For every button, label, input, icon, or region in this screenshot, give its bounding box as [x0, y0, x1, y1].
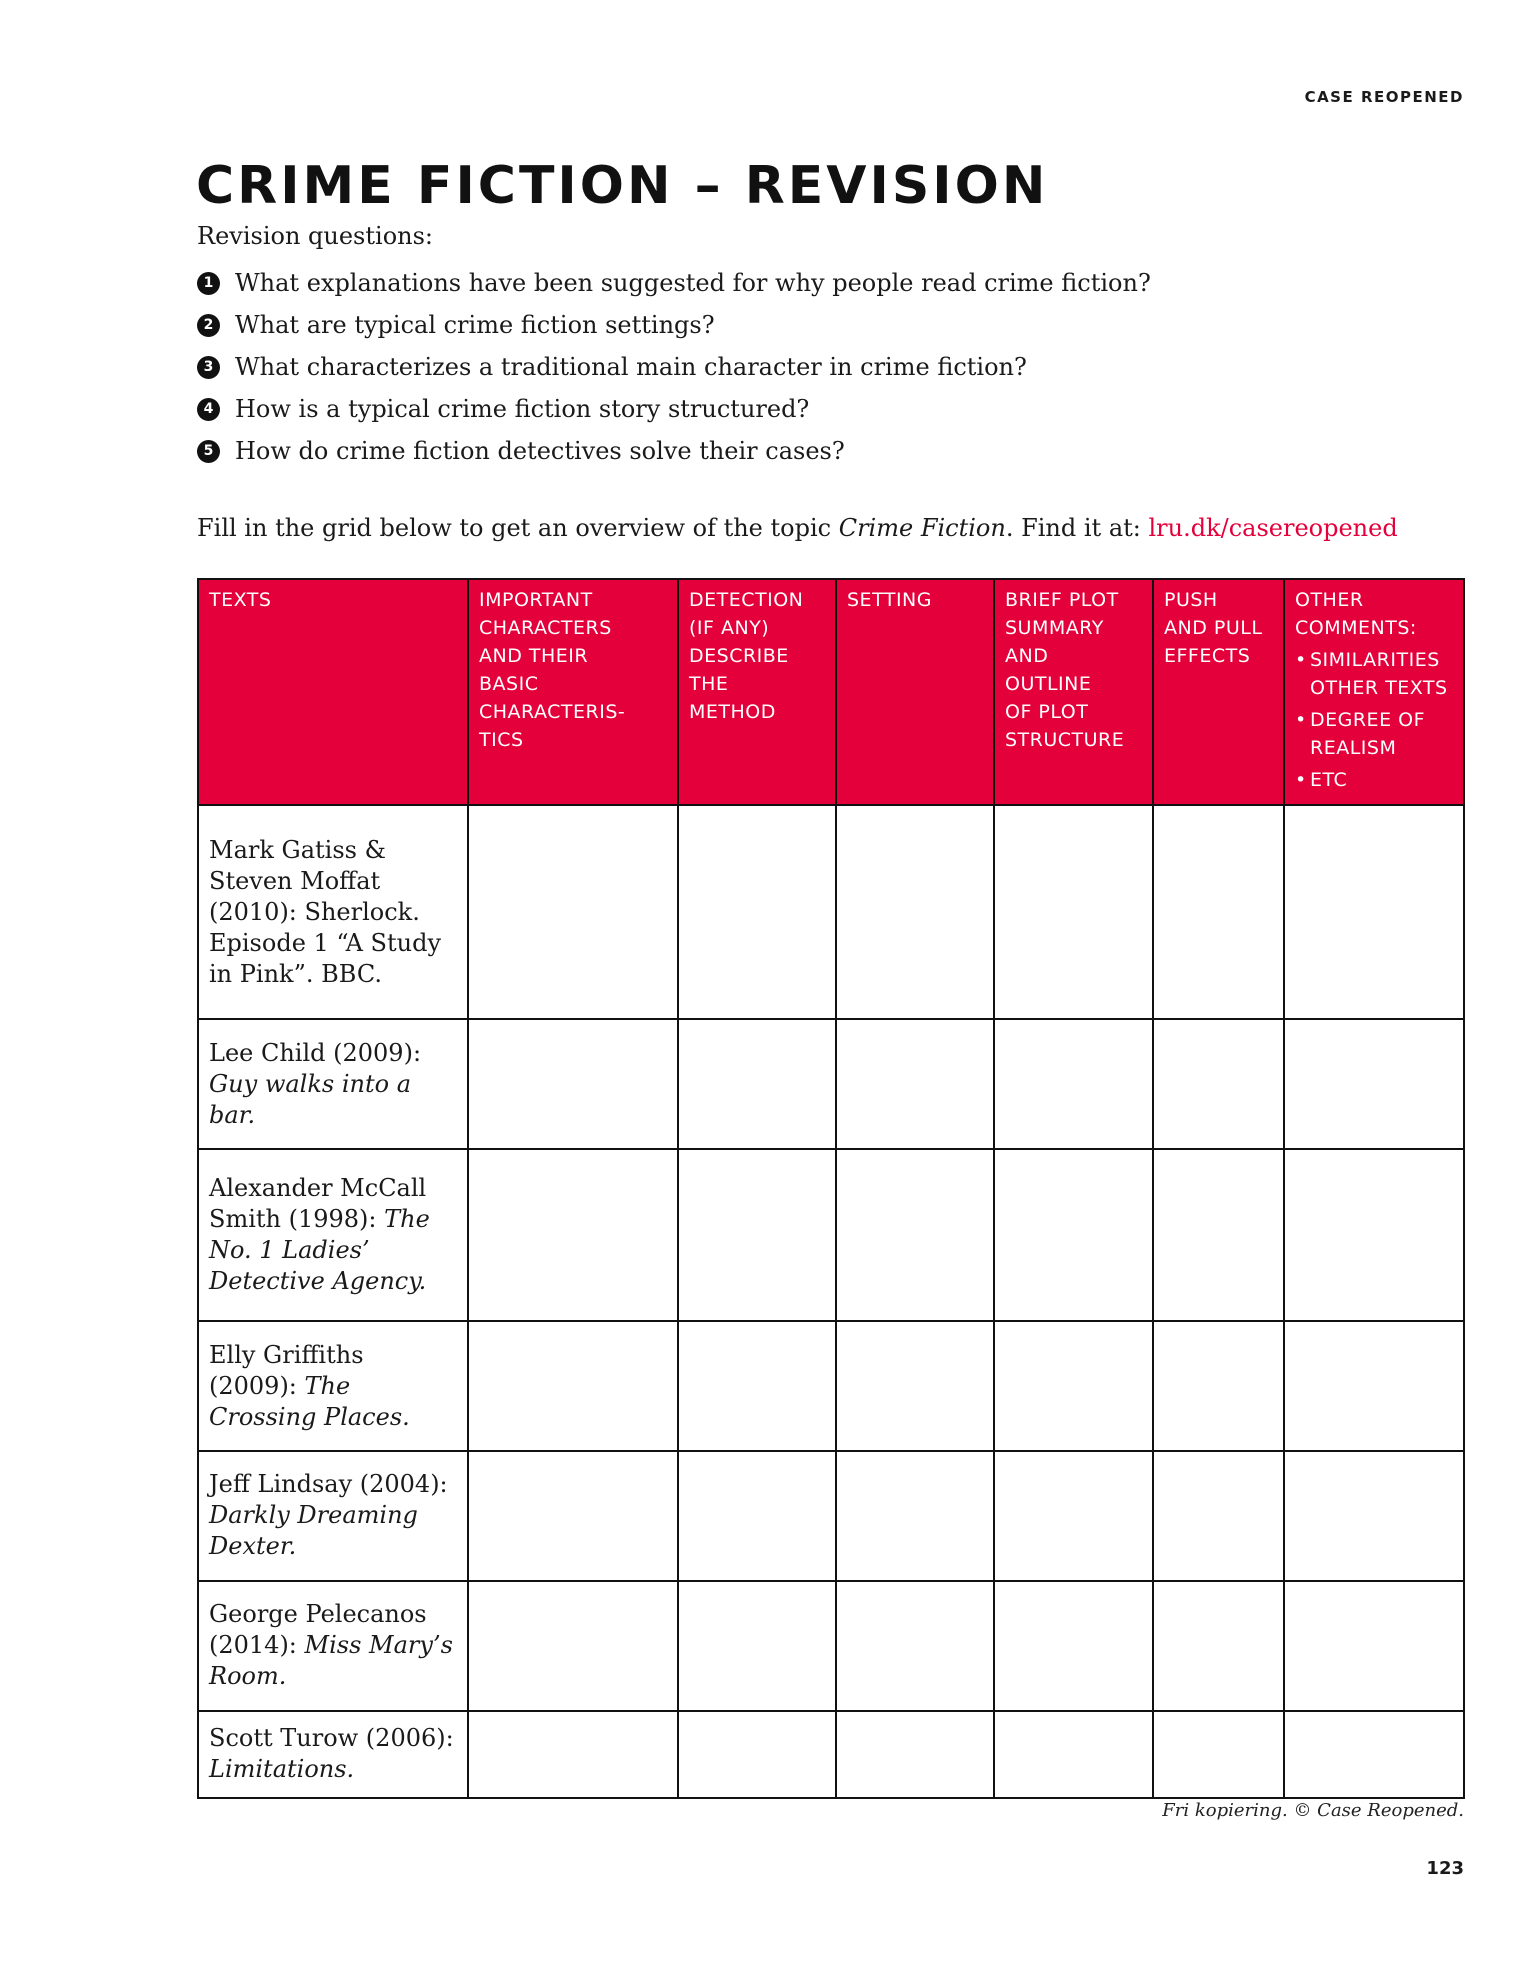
text-reference: Scott Turow (2006):	[209, 1724, 454, 1753]
answer-cell-setting[interactable]	[836, 1019, 994, 1149]
grid-header-row	[198, 579, 1464, 805]
text-reference: Elly Griffiths (2009):	[209, 1340, 364, 1400]
answer-cell-push-pull[interactable]	[1153, 1019, 1284, 1149]
text-reference: Alexander McCall Smith (1998):	[209, 1174, 427, 1234]
number-badge-icon: 1	[197, 272, 220, 295]
column-header-line: PUSH	[1164, 589, 1218, 611]
answer-cell-detection[interactable]	[678, 1019, 836, 1149]
instruction-prefix: Fill in the grid below to get an overview of the topic	[197, 514, 839, 542]
answer-cell-setting[interactable]	[836, 805, 994, 1019]
instruction-middle: . Find it at:	[1005, 514, 1149, 542]
answer-cell-plot[interactable]	[994, 1711, 1153, 1798]
number-badge-icon: 2	[197, 314, 220, 337]
column-header-push-pull	[1153, 579, 1284, 805]
table-row	[198, 1321, 1464, 1451]
question-item	[197, 346, 1151, 388]
text-title: Darkly Dreaming Dexter.	[209, 1501, 418, 1561]
page-title: CRIME FICTION – REVISION	[196, 156, 1049, 216]
revision-grid	[197, 578, 1465, 1799]
column-header-line: (IF ANY)	[689, 617, 770, 639]
answer-cell-detection[interactable]	[678, 1581, 836, 1711]
instruction-text	[197, 514, 1398, 542]
question-text: How is a typical crime fiction story structured?	[235, 395, 810, 423]
table-row	[198, 1451, 1464, 1581]
column-header-line: DETECTION	[689, 589, 804, 611]
text-title: The Crossing Places.	[209, 1371, 410, 1431]
answer-cell-plot[interactable]	[994, 1149, 1153, 1321]
page-number: 123	[1426, 1858, 1464, 1879]
answer-cell-detection[interactable]	[678, 1711, 836, 1798]
column-header-line: SETTING	[847, 589, 932, 611]
table-row	[198, 1019, 1464, 1149]
answer-cell-push-pull[interactable]	[1153, 1451, 1284, 1581]
answer-cell-push-pull[interactable]	[1153, 1321, 1284, 1451]
answer-cell-characters[interactable]	[468, 1019, 678, 1149]
column-header-line: AND THEIR	[479, 645, 589, 667]
question-text: What are typical crime fiction settings?	[235, 311, 715, 339]
answer-cell-other-comments[interactable]	[1284, 805, 1464, 1019]
text-title: Limitations.	[209, 1755, 355, 1784]
question-text: What explanations have been suggested for why people read crime fiction?	[235, 269, 1151, 297]
running-head: CASE REOPENED	[1304, 88, 1464, 106]
answer-cell-detection[interactable]	[678, 1149, 836, 1321]
answer-cell-push-pull[interactable]	[1153, 805, 1284, 1019]
number-badge-icon: 4	[197, 398, 220, 421]
column-header-line: AND PULL	[1164, 617, 1263, 639]
text-reference-cell	[198, 1451, 468, 1581]
column-header-line: THE	[689, 673, 729, 695]
column-header-line: DESCRIBE	[689, 645, 789, 667]
text-reference: Jeff Lindsay (2004):	[209, 1470, 448, 1499]
column-header-line: AND	[1005, 645, 1049, 667]
answer-cell-detection[interactable]	[678, 805, 836, 1019]
question-item	[197, 430, 1151, 472]
answer-cell-characters[interactable]	[468, 1581, 678, 1711]
column-header-line: IMPORTANT	[479, 589, 593, 611]
column-header-line: BRIEF PLOT	[1005, 589, 1119, 611]
text-reference: Lee Child (2009):	[209, 1038, 422, 1067]
column-header-line: COMMENTS:	[1295, 617, 1417, 639]
column-header-line: STRUCTURE	[1005, 729, 1125, 751]
column-header-line: TEXTS	[209, 589, 272, 611]
revision-questions	[197, 262, 1151, 472]
answer-cell-characters[interactable]	[468, 1451, 678, 1581]
number-badge-icon: 5	[197, 440, 220, 463]
text-title: Guy walks into a bar.	[209, 1069, 411, 1129]
grid-body	[198, 805, 1464, 1798]
column-header-other-comments	[1284, 579, 1464, 805]
answer-cell-setting[interactable]	[836, 1149, 994, 1321]
column-header-texts	[198, 579, 468, 805]
answer-cell-other-comments[interactable]	[1284, 1019, 1464, 1149]
table-row	[198, 1149, 1464, 1321]
question-text: How do crime fiction detectives solve their cases?	[235, 437, 845, 465]
answer-cell-plot[interactable]	[994, 805, 1153, 1019]
revision-intro: Revision questions:	[197, 222, 434, 250]
answer-cell-other-comments[interactable]	[1284, 1321, 1464, 1451]
column-header-line: OTHER	[1295, 589, 1364, 611]
answer-cell-setting[interactable]	[836, 1581, 994, 1711]
instruction-topic: Crime Fiction	[838, 514, 1006, 542]
column-header-line: SUMMARY	[1005, 617, 1104, 639]
column-header-line: TICS	[479, 729, 524, 751]
copyright-note: Fri kopiering. © Case Reopened.	[1162, 1800, 1464, 1821]
bullet-item: • SIMILARITIES OTHER TEXTS	[1295, 646, 1453, 702]
column-header-line: CHARACTERIS-	[479, 701, 626, 723]
answer-cell-characters[interactable]	[468, 1711, 678, 1798]
answer-cell-push-pull[interactable]	[1153, 1581, 1284, 1711]
answer-cell-other-comments[interactable]	[1284, 1711, 1464, 1798]
column-header-line: OF PLOT	[1005, 701, 1089, 723]
text-reference-cell	[198, 1019, 468, 1149]
answer-cell-setting[interactable]	[836, 1451, 994, 1581]
question-item	[197, 388, 1151, 430]
answer-cell-push-pull[interactable]	[1153, 1711, 1284, 1798]
instruction-link[interactable]: lru.dk/casereopened	[1148, 514, 1398, 542]
column-header-line: METHOD	[689, 701, 776, 723]
answer-cell-detection[interactable]	[678, 1321, 836, 1451]
column-header-characters	[468, 579, 678, 805]
answer-cell-setting[interactable]	[836, 1321, 994, 1451]
question-text: What characterizes a traditional main character in crime fiction?	[235, 353, 1027, 381]
answer-cell-characters[interactable]	[468, 1149, 678, 1321]
bullet-item: • ETC	[1295, 766, 1453, 794]
column-header-detection	[678, 579, 836, 805]
answer-cell-setting[interactable]	[836, 1711, 994, 1798]
text-reference-cell	[198, 1321, 468, 1451]
text-reference-cell	[198, 805, 468, 1019]
number-badge-icon: 3	[197, 356, 220, 379]
text-title: Miss Mary’s Room.	[209, 1631, 453, 1691]
text-reference: George Pelecanos (2014):	[209, 1600, 427, 1660]
answer-cell-other-comments[interactable]	[1284, 1451, 1464, 1581]
question-item	[197, 262, 1151, 304]
bullet-item: • DEGREE OF REALISM	[1295, 706, 1453, 762]
answer-cell-plot[interactable]	[994, 1451, 1153, 1581]
answer-cell-characters[interactable]	[468, 1321, 678, 1451]
answer-cell-other-comments[interactable]	[1284, 1581, 1464, 1711]
answer-cell-plot[interactable]	[994, 1321, 1153, 1451]
column-header-setting	[836, 579, 994, 805]
text-reference: Mark Gatiss & Steven Moffat (2010): Sherlock. Episode 1 “A Study in Pink”. BBC.	[209, 835, 442, 988]
text-reference-cell	[198, 1711, 468, 1798]
column-header-line: BASIC	[479, 673, 539, 695]
text-reference-cell	[198, 1581, 468, 1711]
text-reference-cell	[198, 1149, 468, 1321]
answer-cell-detection[interactable]	[678, 1451, 836, 1581]
answer-cell-characters[interactable]	[468, 805, 678, 1019]
text-title: The No. 1 Ladies’ Detective Agency.	[209, 1205, 430, 1296]
column-header-line: EFFECTS	[1164, 645, 1251, 667]
column-header-line: CHARACTERS	[479, 617, 612, 639]
column-header-line: OUTLINE	[1005, 673, 1092, 695]
column-header-plot	[994, 579, 1153, 805]
question-item	[197, 304, 1151, 346]
table-row	[198, 1711, 1464, 1798]
answer-cell-plot[interactable]	[994, 1019, 1153, 1149]
table-row	[198, 1581, 1464, 1711]
answer-cell-other-comments[interactable]	[1284, 1149, 1464, 1321]
answer-cell-plot[interactable]	[994, 1581, 1153, 1711]
column-header-bullets	[1295, 646, 1453, 794]
answer-cell-push-pull[interactable]	[1153, 1149, 1284, 1321]
table-row	[198, 805, 1464, 1019]
